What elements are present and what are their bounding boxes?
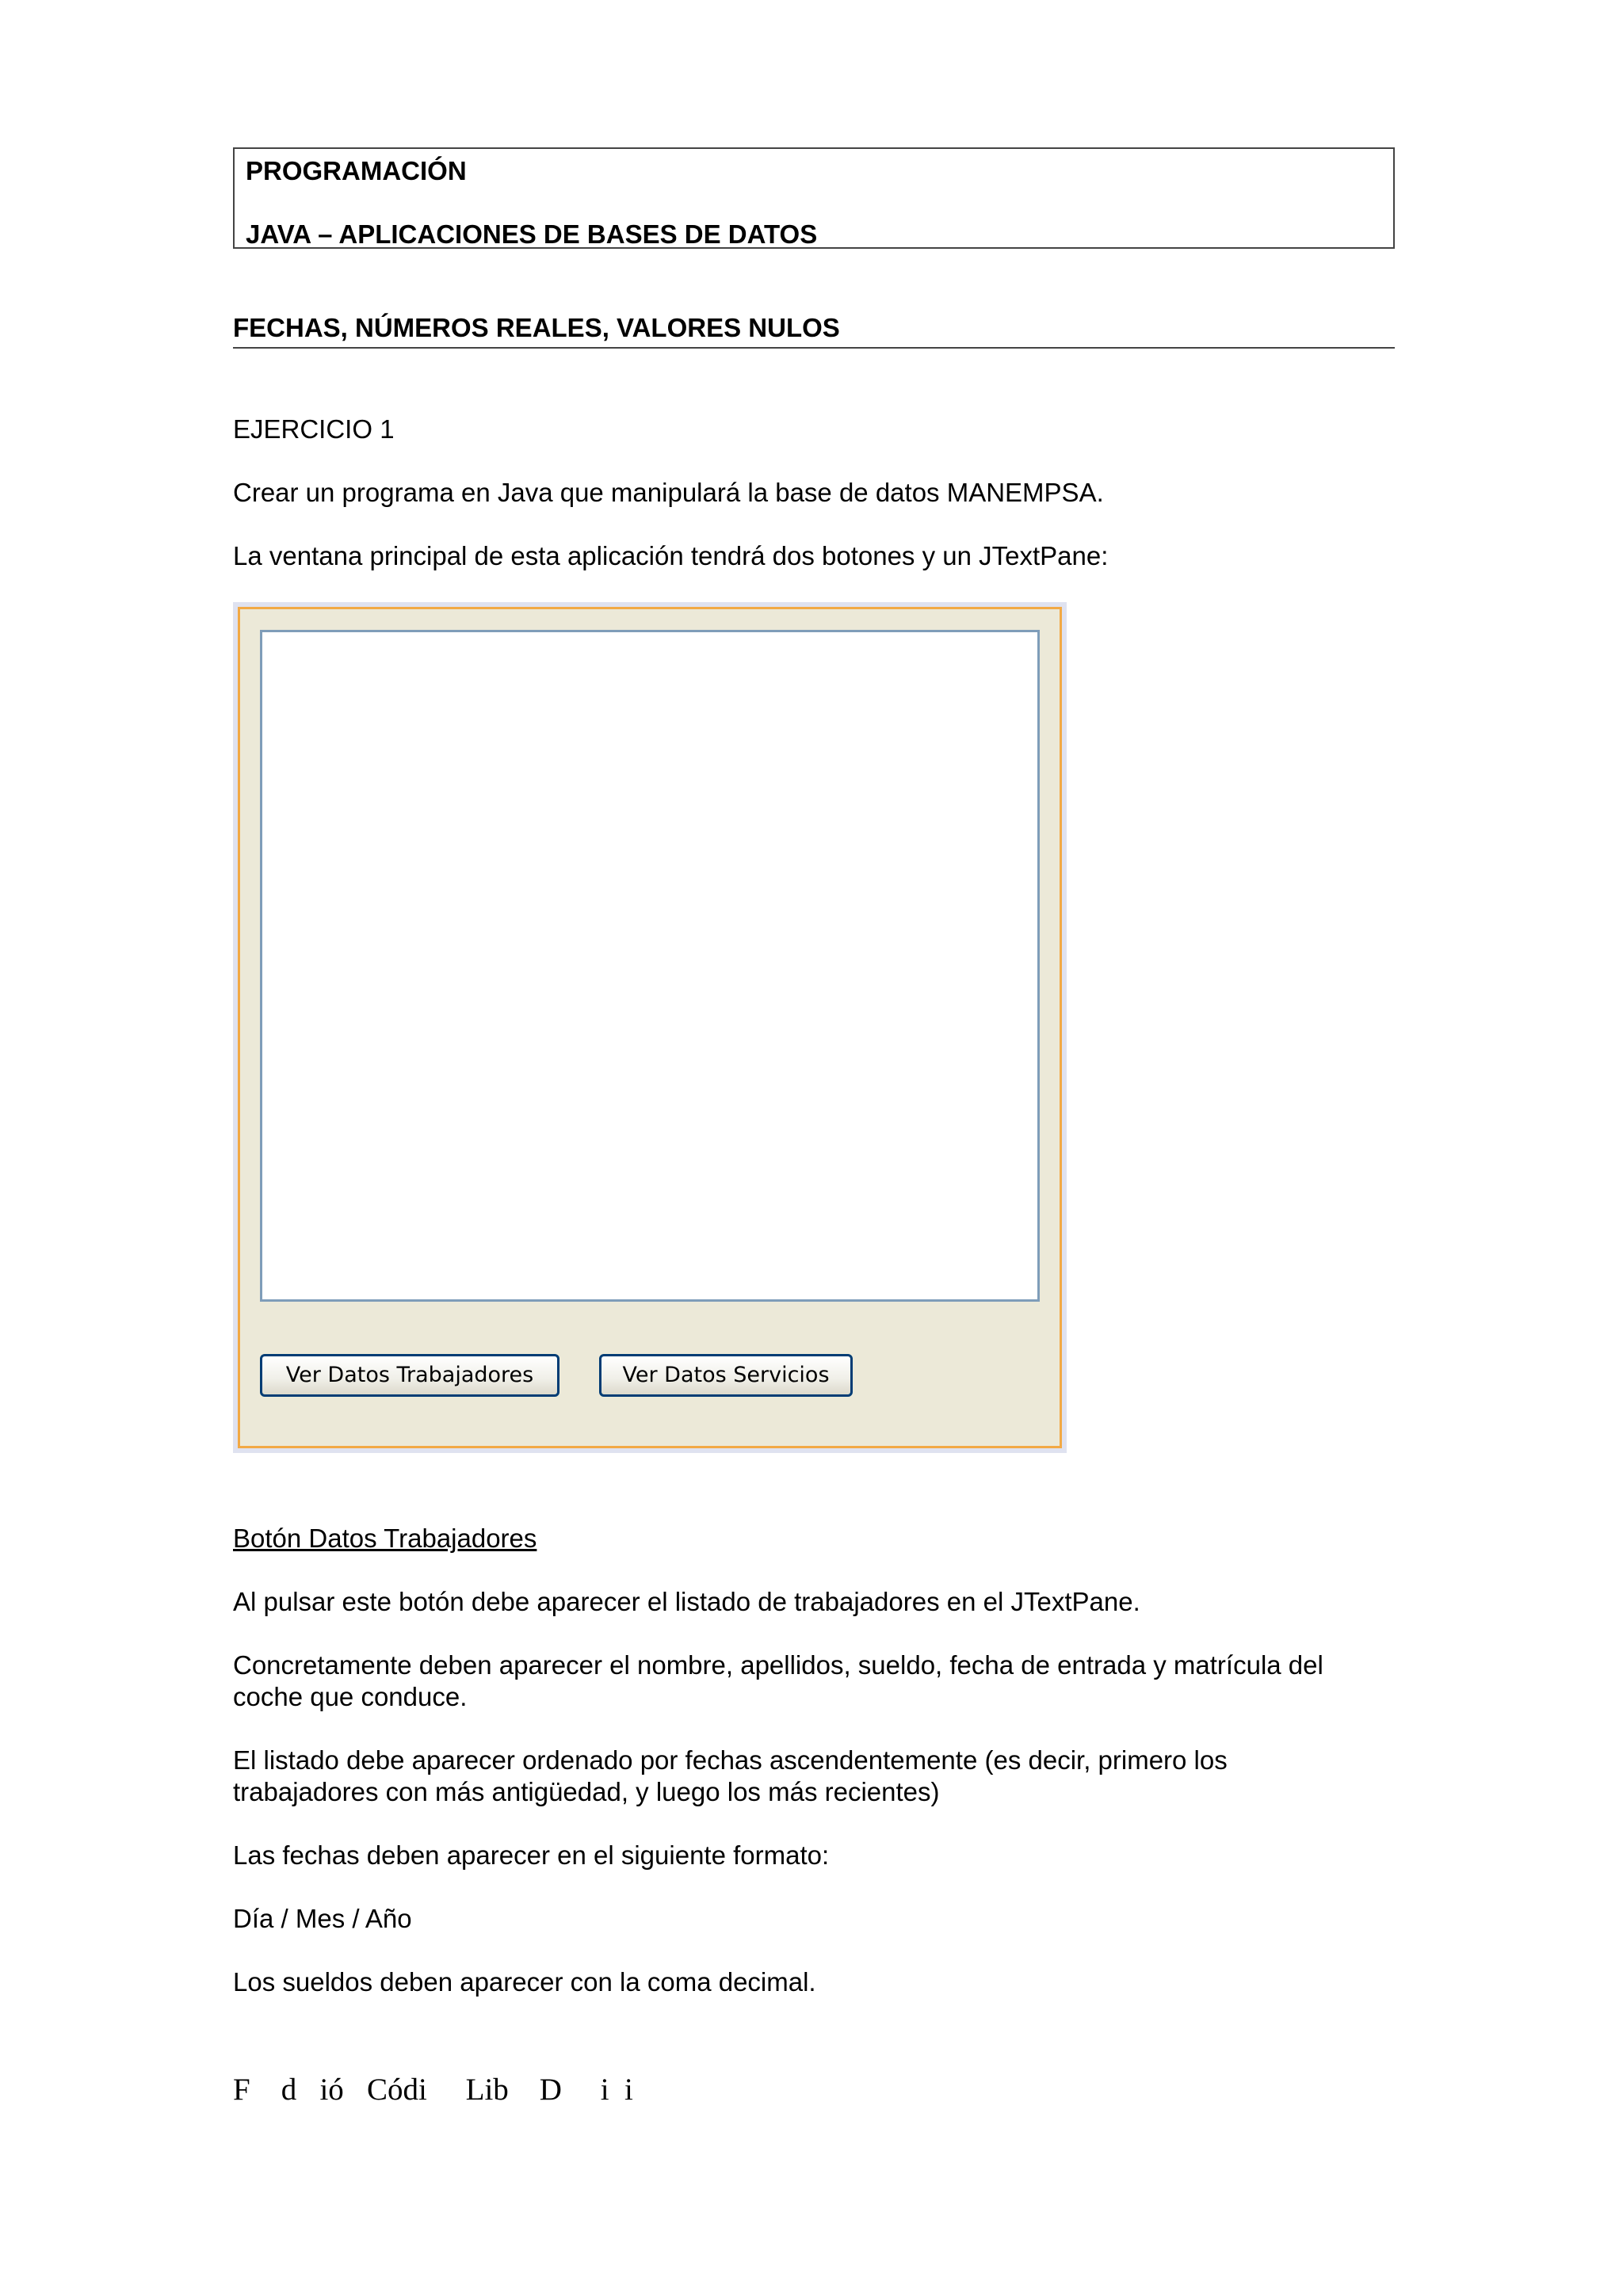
course-title: PROGRAMACIÓN — [246, 156, 467, 185]
paragraph-2-line-1: Concretamente deben aparecer el nombre, apellidos, sueldo, fecha de entrada y matrícula del — [233, 1650, 1323, 1680]
paragraph-3-line-1: El listado debe aparecer ordenado por fechas ascendentemente (es decir, primero los — [233, 1745, 1228, 1775]
window-frame — [238, 607, 1062, 1448]
intro-paragraph-2: La ventana principal de esta aplicación tendrá dos botones y un JTextPane: — [233, 541, 1109, 570]
exercise-title: EJERCICIO 1 — [233, 414, 395, 444]
ver-datos-trabajadores-button[interactable]: Ver Datos Trabajadores — [260, 1354, 559, 1397]
intro-paragraph-1: Crear un programa en Java que manipulará la base de datos MANEMPSA. — [233, 478, 1104, 507]
paragraph-5: Los sueldos deben aparecer con la coma decimal. — [233, 1967, 816, 1997]
subsection-title: Botón Datos Trabajadores — [233, 1524, 537, 1553]
unit-title: JAVA – APLICACIONES DE BASES DE DATOS — [246, 219, 818, 249]
paragraph-1: Al pulsar este botón debe aparecer el listado de trabajadores en el JTextPane. — [233, 1587, 1140, 1616]
paragraph-2-line-2: coche que conduce. — [233, 1682, 468, 1711]
paragraph-3-line-2: trabajadores con más antigüedad, y luego los más recientes) — [233, 1777, 940, 1806]
java-window-screenshot — [233, 602, 1067, 1453]
page-footer: F d ió Códi Lib D i i — [233, 2073, 633, 2107]
section-title: FECHAS, NÚMEROS REALES, VALORES NULOS — [233, 312, 1395, 349]
date-format: Día / Mes / Año — [233, 1904, 412, 1933]
ver-datos-servicios-button[interactable]: Ver Datos Servicios — [599, 1354, 853, 1397]
jtextpane[interactable] — [260, 630, 1040, 1302]
document-header-box — [233, 147, 1395, 249]
paragraph-4: Las fechas deben aparecer en el siguiente formato: — [233, 1840, 830, 1870]
